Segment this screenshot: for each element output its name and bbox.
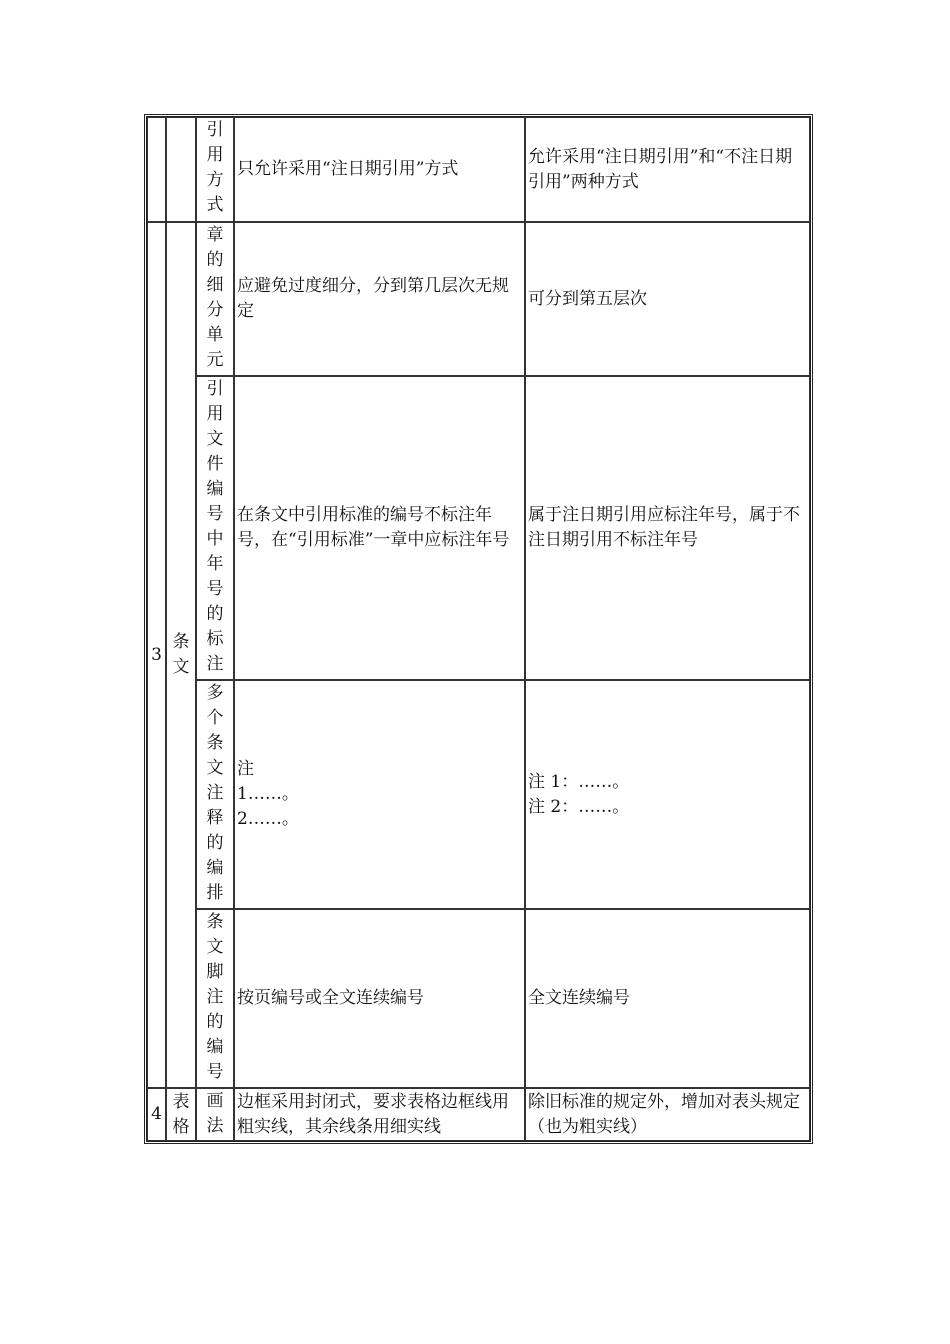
- item-cell: [196, 376, 234, 680]
- new-rule-cell: 除旧标准的规定外，增加对表头规定（也为粗实线）: [525, 1088, 810, 1141]
- new-rule-cell: 全文连续编号: [525, 909, 810, 1088]
- comparison-table: [144, 114, 813, 1144]
- category-cell: 表格: [166, 1088, 196, 1141]
- item-label: 条文脚注的编号: [206, 912, 224, 1082]
- row-number-cell: 4: [147, 1088, 166, 1141]
- category-cell: [166, 117, 196, 222]
- table-row: [147, 376, 810, 680]
- new-rule-cell: 注 1：……。 注 2：……。: [525, 680, 810, 909]
- table-row: [147, 222, 810, 376]
- old-rule-cell: 按页编号或全文连续编号: [234, 909, 525, 1088]
- item-label: 章的细分单元: [206, 225, 224, 370]
- row-number-cell: 3: [147, 222, 166, 1088]
- table-row: [147, 117, 810, 222]
- table-row: [147, 1088, 810, 1141]
- item-cell: [196, 680, 234, 909]
- category-cell: 条文: [166, 222, 196, 1088]
- old-rule-cell: 注 1……。 2……。: [234, 680, 525, 909]
- item-label: 引用方式: [206, 120, 224, 215]
- item-cell: [196, 1088, 234, 1141]
- item-label: 画法: [206, 1091, 224, 1136]
- item-cell: [196, 909, 234, 1088]
- new-rule-cell: 可分到第五层次: [525, 222, 810, 376]
- table-row: [147, 909, 810, 1088]
- old-rule-cell: 在条文中引用标准的编号不标注年号，在“引用标准”一章中应标注年号: [234, 376, 525, 680]
- item-label: 多个条文注释的编排: [206, 683, 224, 903]
- item-cell: [196, 222, 234, 376]
- old-rule-cell: 只允许采用“注日期引用”方式: [234, 117, 525, 222]
- old-rule-cell: 应避免过度细分，分到第几层次无规定: [234, 222, 525, 376]
- old-rule-cell: 边框采用封闭式，要求表格边框线用粗实线，其余线条用细实线: [234, 1088, 525, 1141]
- new-rule-cell: 允许采用“注日期引用”和“不注日期引用”两种方式: [525, 117, 810, 222]
- new-rule-cell: 属于注日期引用应标注年号，属于不注日期引用不标注年号: [525, 376, 810, 680]
- item-label: 引用文件编号中年号的标注: [206, 379, 224, 674]
- item-cell: [196, 117, 234, 222]
- table-row: [147, 680, 810, 909]
- row-number-cell: [147, 117, 166, 222]
